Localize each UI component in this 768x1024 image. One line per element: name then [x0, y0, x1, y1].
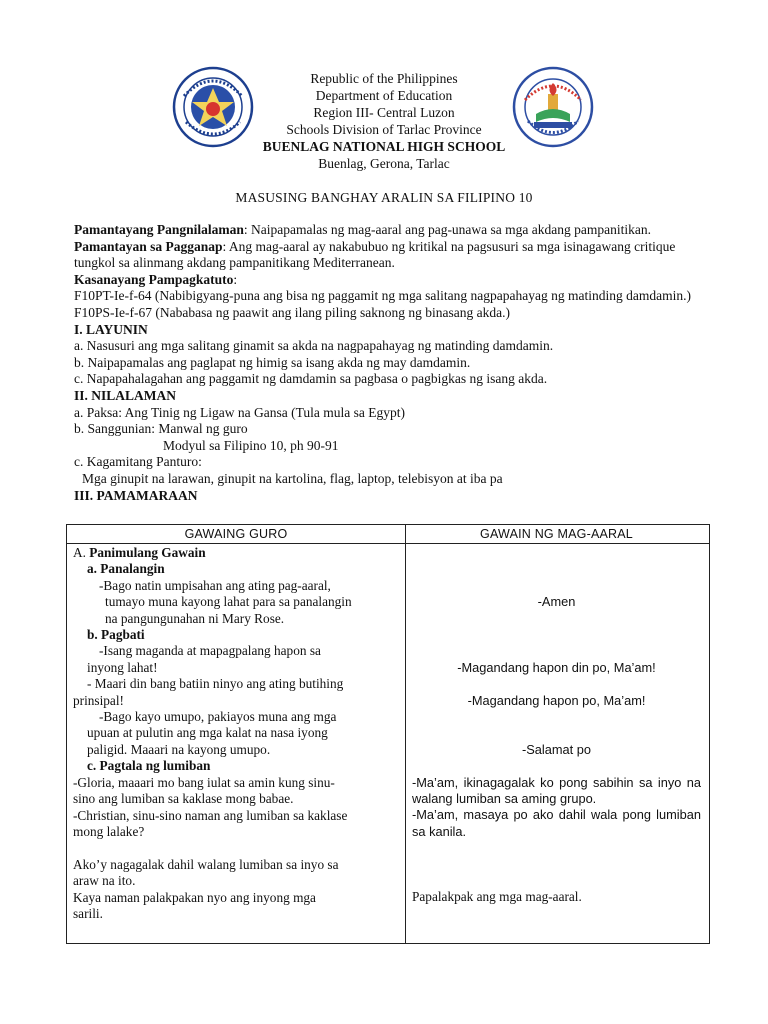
competency-label: Kasanayang Pampagkatuto [74, 271, 234, 287]
nilalaman-kagamitan: c. Kagamitang Panturo: [74, 454, 202, 470]
student-response-ulat-2: -Ma’am, masaya po ako dahil wala pong lumiban sa kanila. [412, 807, 701, 839]
performance-standard [74, 239, 714, 272]
section-label: Panimulang Gawain [89, 545, 206, 560]
nilalaman-heading: II. NILALAMAN [74, 387, 177, 403]
pagbati-line-7: paligid. Maaari na kayong umupo. [87, 741, 271, 757]
layunin-item-b: b. Naipapamalas ang paglapat ng himig sa isang akda ng may damdamin. [74, 354, 471, 370]
lumiban-line-2: sino ang lumiban sa kaklase mong babae. [73, 791, 294, 807]
school-name: BUENLAG NATIONAL HIGH SCHOOL [262, 139, 506, 154]
nilalaman-sanggunian-modyul: Modyul sa Filipino 10, ph 90-91 [163, 437, 339, 453]
competency-colon: : [233, 271, 238, 287]
student-response-amen: -Amen [537, 594, 576, 610]
header-line-deped: Department of Education [315, 88, 453, 103]
document-title: MASUSING BANGHAY ARALIN SA FILIPINO 10 [235, 190, 533, 205]
performance-standard-text: : Ang mag-aaral ay nakabubuo ng kritikal na pagsusuri sa mga isinagawang critique tungkol sa alinmang akdang pampanitikang Mediterranean. [74, 238, 676, 271]
student-response-hapon-din: -Magandang hapon din po, Ma’am! [457, 659, 656, 675]
lesson-plan-body [74, 222, 714, 504]
student-response-hapon: -Magandang hapon po, Ma’am! [467, 692, 646, 708]
panalangin-line-2: tumayo muna kayong lahat para sa panalangin [105, 594, 352, 610]
pagbati-line-6: upuan at pulutin ang mga kalat na nasa iyong [87, 725, 328, 741]
competency-1: F10PT-Ie-f-64 (Nabibigyang-puna ang bisa ng paggamit ng mga salitang nagpapahayag ng matinding damdamin.) [74, 288, 691, 304]
content-standard-text: : Naipapamalas ng mag-aaral ang pag-unawa sa mga akdang pampanitikan. [243, 222, 651, 237]
document-header [0, 70, 768, 172]
nilalaman-paksa: a. Paksa: Ang Tinig ng Ligaw na Gansa (Tula mula sa Egypt) [74, 404, 405, 420]
header-line-region: Region III- Central Luzon [313, 105, 455, 120]
pagbati-heading: b. Pagbati [87, 627, 145, 643]
layunin-item-c: c. Napapahalagahan ang paggamit ng damdamin sa pagbasa o pagbigkas ng isang akda. [74, 371, 548, 387]
pagbati-line-5: -Bago kayo umupo, pakiayos muna ang mga [99, 709, 337, 725]
lumiban-heading: c. Pagtala ng lumiban [87, 758, 211, 774]
header-line-republic: Republic of the Philippines [310, 71, 458, 86]
lumiban-line-7: araw na ito. [73, 873, 136, 889]
content-standard [74, 222, 714, 239]
lumiban-line-6: Ako’y nagagalak dahil walang lumiban sa inyo sa [73, 856, 339, 872]
student-response-salamat: -Salamat po [522, 741, 591, 757]
student-response-ulat-1: -Ma’am, ikinagagalak ko pong sabihin sa inyo na walang lumiban sa aming grupo. [412, 774, 701, 806]
column-header-teacher: GAWAING GURO [67, 525, 406, 544]
lumiban-line-4: mong lalake? [73, 823, 145, 839]
layunin-heading: I. LAYUNIN [74, 321, 148, 337]
lumiban-line-8: Kaya naman palakpakan nyo ang inyong mga [73, 889, 316, 905]
student-response-palakpak: Papalakpak ang mga mag-aaral. [412, 889, 582, 905]
content-standard-label: Pamantayang Pangnilalaman [74, 222, 244, 237]
procedure-table-header [67, 525, 710, 544]
nilalaman-sanggunian: b. Sanggunian: Manwal ng guro [74, 421, 248, 437]
lumiban-line-1: -Gloria, maaari mo bang iulat sa amin kung sinu- [73, 774, 335, 790]
school-address: Buenlag, Gerona, Tarlac [318, 156, 450, 171]
lumiban-blank-line [73, 840, 399, 856]
pagbati-line-4: prinsipal! [73, 692, 124, 708]
lumiban-line-3: -Christian, sinu-sino naman ang lumiban sa kaklase [73, 807, 348, 823]
panimulang-gawain-heading [73, 545, 399, 561]
pagbati-line-2: inyong lahat! [87, 659, 158, 675]
section-prefix: A. [73, 545, 90, 560]
student-activity-cell [406, 544, 710, 944]
pagbati-line-1: -Isang maganda at mapagpalang hapon sa [99, 643, 321, 659]
header-line-division: Schools Division of Tarlac Province [286, 122, 482, 137]
panalangin-heading: a. Panalangin [87, 561, 165, 577]
panalangin-line-3: na pangungunahan ni Mary Rose. [105, 610, 285, 626]
panalangin-line-1: -Bago natin umpisahan ang ating pag-aaral, [99, 577, 331, 593]
pamamaraan-heading: III. PAMAMARAAN [74, 487, 198, 503]
competency-2: F10PS-Ie-f-67 (Nababasa ng paawit ang ilang piling saknong ng binasang akda.) [74, 304, 511, 320]
procedure-table [66, 524, 710, 944]
teacher-activity-cell [67, 544, 406, 944]
nilalaman-kagamitan-list: Mga ginupit na larawan, ginupit na kartolina, flag, laptop, telebisyon at iba pa [82, 470, 503, 486]
column-header-student: GAWAIN NG MAG-AARAL [406, 525, 710, 544]
competency-heading [74, 272, 714, 289]
lumiban-line-9: sarili. [73, 905, 103, 921]
pagbati-line-3: - Maari din bang batiin ninyo ang ating butihing [87, 676, 344, 692]
layunin-item-a: a. Nasusuri ang mga salitang ginamit sa akda na nagpapahayag ng matinding damdamin. [74, 338, 554, 354]
performance-standard-label: Pamantayan sa Pagganap [74, 238, 223, 254]
table-row [67, 544, 710, 944]
